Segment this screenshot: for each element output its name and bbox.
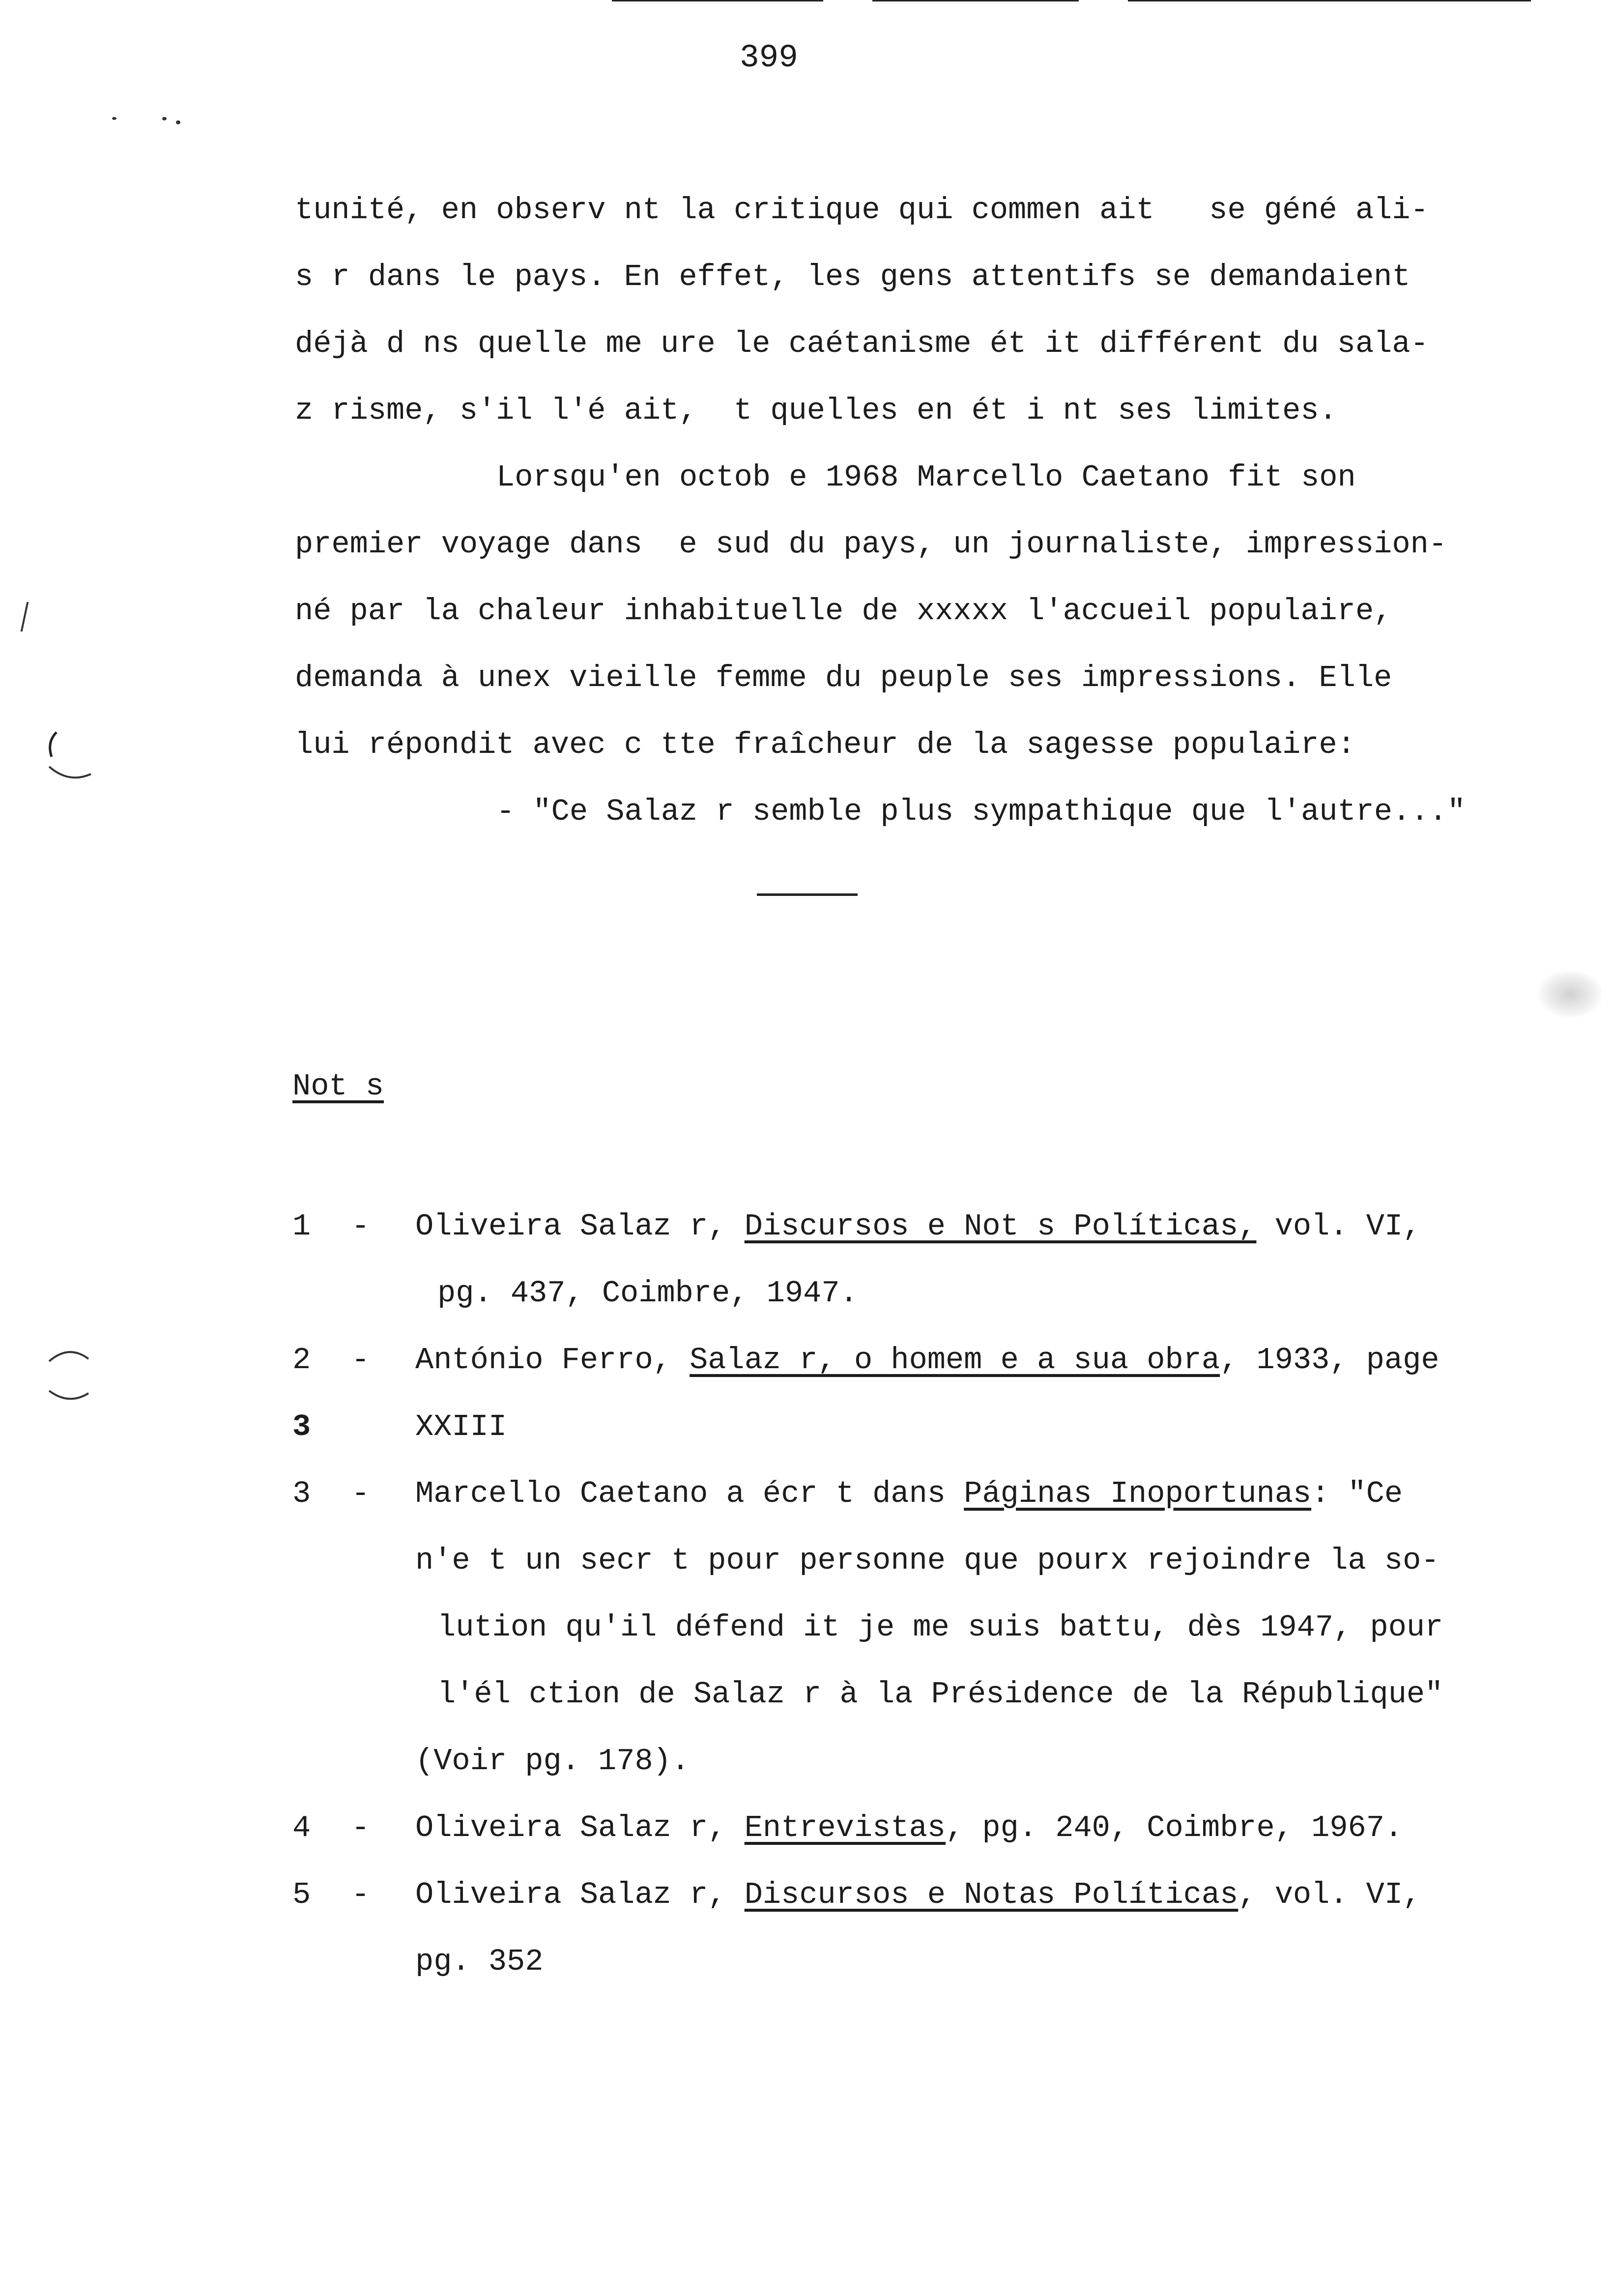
note-continuation: l'él ction de Salaz r à la Présidence de la République" xyxy=(437,1677,1443,1712)
note-author: Oliveira Salaz r, xyxy=(415,1877,745,1912)
page-number: 399 xyxy=(740,39,798,76)
note-title: Discursos e Notas Políticas xyxy=(744,1877,1238,1912)
body-line: lui répondit avec c tte fraîcheur de la sagesse populaire: xyxy=(295,727,1355,762)
note-dash: - xyxy=(351,1343,370,1378)
punch-hole-mark xyxy=(47,1344,96,1408)
note-dash: - xyxy=(351,1476,370,1511)
note-author: Oliveira Salaz r, xyxy=(415,1209,745,1244)
note-continuation: (Voir pg. 178). xyxy=(415,1744,690,1779)
note-dash: - xyxy=(351,1810,370,1845)
note-details: : "Ce xyxy=(1311,1476,1403,1511)
note-text xyxy=(415,1877,1421,1912)
body-line: z risme, s'il l'é ait, t quelles en ét i nt ses limites. xyxy=(295,393,1337,428)
note-number: 3 xyxy=(292,1409,311,1444)
note-text xyxy=(415,1209,1421,1244)
quote-line: - "Ce Salaz r semble plus sympathique que l'autre..." xyxy=(496,794,1466,829)
section-separator xyxy=(757,893,858,896)
note-continuation: n'e t un secr t pour personne que pourx rejoindre la so- xyxy=(415,1543,1439,1578)
note-number: 1 xyxy=(292,1209,311,1244)
note-number: 5 xyxy=(292,1877,311,1912)
ink-speck xyxy=(162,117,167,120)
note-text: XXIII xyxy=(415,1409,507,1444)
note-details: , 1933, page xyxy=(1220,1343,1439,1378)
body-line: né par la chaleur inhabituelle de xxxxx l'accueil populaire, xyxy=(295,594,1392,629)
note-dash: - xyxy=(351,1209,370,1244)
note-author: Oliveira Salaz r, xyxy=(415,1810,745,1845)
note-dash: - xyxy=(351,1877,370,1912)
top-edge-rule xyxy=(872,0,1079,1)
note-text xyxy=(415,1476,1403,1511)
note-title: Discursos e Not s Políticas, xyxy=(744,1209,1257,1244)
note-continuation: lution qu'il défend it je me suis battu, dès 1947, pour xyxy=(437,1610,1443,1645)
note-author: António Ferro, xyxy=(415,1343,690,1378)
body-line: demanda à unex vieille femme du peuple ses impressions. Elle xyxy=(295,660,1392,695)
note-number: 3 xyxy=(292,1476,311,1511)
ink-speck xyxy=(176,120,180,124)
note-number: 4 xyxy=(292,1810,311,1845)
note-number: 2 xyxy=(292,1343,311,1378)
scan-smudge xyxy=(1538,971,1602,1017)
note-details: , pg. 240, Coimbre, 1967. xyxy=(946,1810,1403,1845)
margin-mark xyxy=(21,602,35,631)
body-line: premier voyage dans e sud du pays, un journaliste, impression- xyxy=(295,527,1447,562)
note-title: Salaz r, o homem e a sua obra xyxy=(690,1343,1220,1378)
note-details: vol. VI, xyxy=(1256,1209,1421,1244)
punch-hole-mark xyxy=(42,727,96,791)
note-continuation: pg. 352 xyxy=(415,1944,544,1979)
note-text xyxy=(415,1810,1403,1845)
top-edge-rule xyxy=(612,0,823,1)
body-line: déjà d ns quelle me ure le caétanisme ét it différent du sala- xyxy=(295,326,1429,361)
note-continuation: pg. 437, Coimbre, 1947. xyxy=(437,1276,858,1311)
notes-heading: Not s xyxy=(292,1069,384,1104)
note-author: Marcello Caetano a écr t dans xyxy=(415,1476,964,1511)
ink-speck xyxy=(112,117,116,120)
note-details: , vol. VI, xyxy=(1238,1877,1421,1912)
top-edge-rule xyxy=(1128,0,1531,1)
note-title: Páginas Inoportunas xyxy=(964,1476,1312,1511)
note-title: Entrevistas xyxy=(744,1810,946,1845)
note-text xyxy=(415,1343,1439,1378)
body-line: s r dans le pays. En effet, les gens attentifs se demandaient xyxy=(295,259,1410,294)
body-line: Lorsqu'en octob e 1968 Marcello Caetano fit son xyxy=(496,460,1356,495)
body-line: tunité, en observ nt la critique qui commen ait se géné ali- xyxy=(295,193,1429,228)
